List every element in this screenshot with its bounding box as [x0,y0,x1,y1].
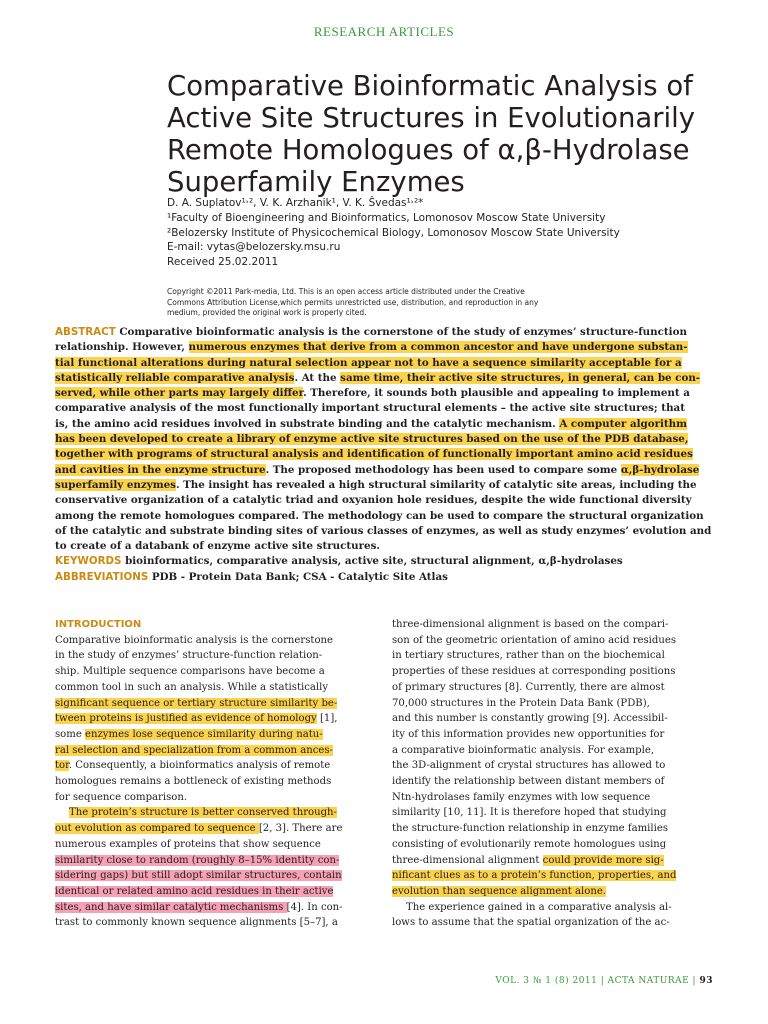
body-line: homologues remains a bottleneck of existing methods [55,776,332,788]
abstract-line [55,386,715,401]
text: . Therefore, it sounds both plausible and appealing to implement a [303,387,690,400]
abstract-line [55,463,715,478]
body-line: and this number is constantly growing [9]. Accessibil- [392,713,668,725]
body-line: 70,000 structures in the Protein Data Bank (PDB), [392,697,650,709]
title-line: Comparative Bioinformatic Analysis of [167,70,693,102]
body-line [55,758,385,774]
highlight: superfamily enzymes [55,478,176,491]
page-footer [0,976,713,986]
body-line: Comparative bioinformatic analysis is the cornerstone [55,634,333,646]
text: [1], [316,713,338,725]
highlight: ral selection and specialization from a common ances- [55,744,333,756]
received-date: Received 25.02.2011 [167,256,279,269]
body-line [55,900,385,916]
article-title [167,70,747,198]
affiliation-2: ²Belozersky Institute of Physicochemical Biology, Lomonosov Moscow State University [167,226,620,239]
body-line: consisting of evolutionarily remote homologues using [392,838,667,850]
title-line: Remote Homologues of α,β-Hydrolase [167,134,690,166]
highlight: out evolution as compared to sequence [55,823,259,835]
body-line [55,727,385,743]
body-line [55,821,385,837]
keywords-line [55,554,715,569]
highlight-pink: identical or related amino acid residues in their active [55,885,334,897]
body-line [55,853,385,869]
highlight-pink: sidering gaps) but still adopt similar structures, contain [55,870,342,882]
body-line: son of the geometric orientation of amino acid residues [392,634,677,646]
text: Comparative bioinformatic analysis is the cornerstone of the study of enzymes’ structure-function [115,326,687,338]
copyright-line: Commons Attribution License,which permits unrestricted use, distribution, and reproduction in any [167,297,539,307]
body-line: The experience gained in a comparative analysis al- [406,901,672,913]
abstract-line [55,325,715,340]
body-line [55,884,385,900]
text: [2, 3]. There are [258,823,343,835]
text: [4]. In con- [286,901,343,913]
abstract-block [55,325,715,585]
text: relationship. However, [55,341,189,354]
text: three-dimensional alignment [392,854,543,866]
keywords-label: KEYWORDS [55,555,122,568]
highlight: The protein’s structure is better conserved through- [69,807,337,819]
journal-section-header: RESEARCH ARTICLES [313,24,455,39]
text: . The insight has revealed a high structural similarity of catalytic site areas, including the [175,478,697,491]
body-line: numerous examples of proteins that show sequence [55,838,321,850]
abstract-line [55,371,715,386]
copyright-notice [167,287,637,319]
highlight: A computer algorithm [559,417,688,430]
highlight: tween proteins is justified as evidence of homology [55,713,317,725]
body-line: ity of this information provides new opportunities for [392,728,665,740]
highlight: same time, their active site structures, in general, can be con- [340,371,701,384]
highlight: numerous enzymes that derive from a common ancestor and have undergone substan- [188,341,688,354]
copyright-line: medium, provided the original work is properly cited. [167,308,367,317]
text: bioinformatics, comparative analysis, active site, structural alignment, α,β-hydrolases [121,555,623,568]
body-line: for sequence comparison. [55,791,188,803]
body-line [55,805,385,821]
text: . Consequently, a bioinformatics analysis of remote [68,760,331,772]
body-line [392,853,722,869]
highlight: served, while other parts may largely differ [55,387,304,400]
body-line: in the study of enzymes’ structure-function relation- [55,650,323,662]
body-line: common tool in such an analysis. While a statistically [55,681,329,693]
highlight: statistically reliable comparative analysis [55,371,295,384]
highlight: and cavities in the enzyme structure [55,463,266,476]
abstract-line [55,478,715,493]
introduction-heading: INTRODUCTION [55,619,142,630]
highlight: together with programs of structural analysis and identification of functionally important amino acid residues [55,448,693,461]
abstract-line: to create of a databank of enzyme active site structures. [55,540,380,553]
page-number: 93 [699,976,713,986]
body-line: the structure-function relationship in enzyme families [392,823,669,835]
abstract-line [55,356,715,371]
authors: D. A. Suplatov¹˒², V. K. Arzhanik¹, V. K. Švedas¹˒²* [167,197,424,209]
text: PDB - Protein Data Bank; CSA - Catalytic Site Atlas [148,570,448,583]
body-line: similarity [10, 11]. It is therefore hoped that studying [392,807,667,819]
highlight: tor [55,760,69,772]
body-line [392,868,722,884]
text: . At the [294,371,341,384]
body-line: ship. Multiple sequence comparisons have become a [55,666,325,678]
right-column [392,617,722,931]
abstract-line [55,340,715,355]
highlight: α,β-hydrolase [620,463,700,476]
body-line [392,884,722,900]
body-line: three-dimensional alignment is based on the compari- [392,619,669,630]
left-column [55,617,385,931]
body-line: a comparative bioinformatic analysis. For example, [392,744,655,756]
body-line: in tertiary structures, rather than on the biochemical [392,650,665,662]
affiliation-1: ¹Faculty of Bioengineering and Bioinformatics, Lomonosov Moscow State University [167,211,606,224]
highlight: tial functional alterations during natural selection appear not to have a sequence similarity acceptable for a [55,356,682,369]
body-line: trast to commonly known sequence alignments [5–7], a [55,917,338,929]
abstract-line [55,417,715,432]
text: some [55,728,86,740]
abstract-line: conservative organization of a catalytic triad and oxyanion hole residues, despite the wide functional diversity [55,494,692,507]
text: . The proposed methodology has been used to compare some [265,463,621,476]
copyright-line: Copyright ©2011 Park-media, Ltd. This is an open access article distributed under the Creative [167,287,525,296]
volume-info: VOL. 3 № 1 (8) 2011 | ACTA NATURAE | [495,976,700,986]
abstract-line [55,447,715,462]
title-line: Superfamily Enzymes [167,166,465,198]
abbreviations-label: ABBREVIATIONS [55,570,149,583]
body-line: identify the relationship between distant members of [392,776,665,788]
abstract-line: among the remote homologues compared. The methodology can be used to compare the structural organization [55,509,704,522]
email: E-mail: vytas@belozersky.msu.ru [167,241,341,254]
abstract-line: of the catalytic and substrate binding sites of various classes of enzymes, as well as study enzymes’ evolution and [55,524,712,537]
highlight: could provide more sig- [542,854,664,866]
abstract-line: comparative analysis of the most functionally important structural elements – the active site structures; that [55,402,685,415]
body-line: Ntn-hydrolases family enzymes with low sequence [392,791,651,803]
body-line: the 3D-alignment of crystal structures has allowed to [392,760,666,772]
highlight-pink: sites, and have similar catalytic mechanisms [55,901,287,913]
highlight: enzymes lose sequence similarity during natu- [85,728,323,740]
highlight: nificant clues as to a protein’s function, properties, and [392,870,677,882]
body-line [55,743,385,759]
highlight: evolution than sequence alignment alone. [392,885,607,897]
highlight-pink: similarity close to random (roughly 8–15% identity con- [55,854,340,866]
text: is, the amino acid residues involved in substrate binding and the catalytic mechanism. [55,417,560,430]
abstract-line [55,432,715,447]
body-line [55,711,385,727]
body-line [55,868,385,884]
highlight: has been developed to create a library of enzyme active site structures based on the use of the PDB database, [55,433,689,446]
title-line: Active Site Structures in Evolutionarily [167,102,696,134]
body-line: properties of these residues at corresponding positions [392,666,676,678]
article-meta [167,196,747,270]
abbreviations-line [55,570,715,585]
abstract-label: ABSTRACT [55,326,116,338]
body-line: lows to assume that the spatial organization of the ac- [392,917,670,929]
body-line [55,696,385,712]
body-line: of primary structures [8]. Currently, there are almost [392,681,665,693]
highlight: significant sequence or tertiary structure similarity be- [55,697,338,709]
